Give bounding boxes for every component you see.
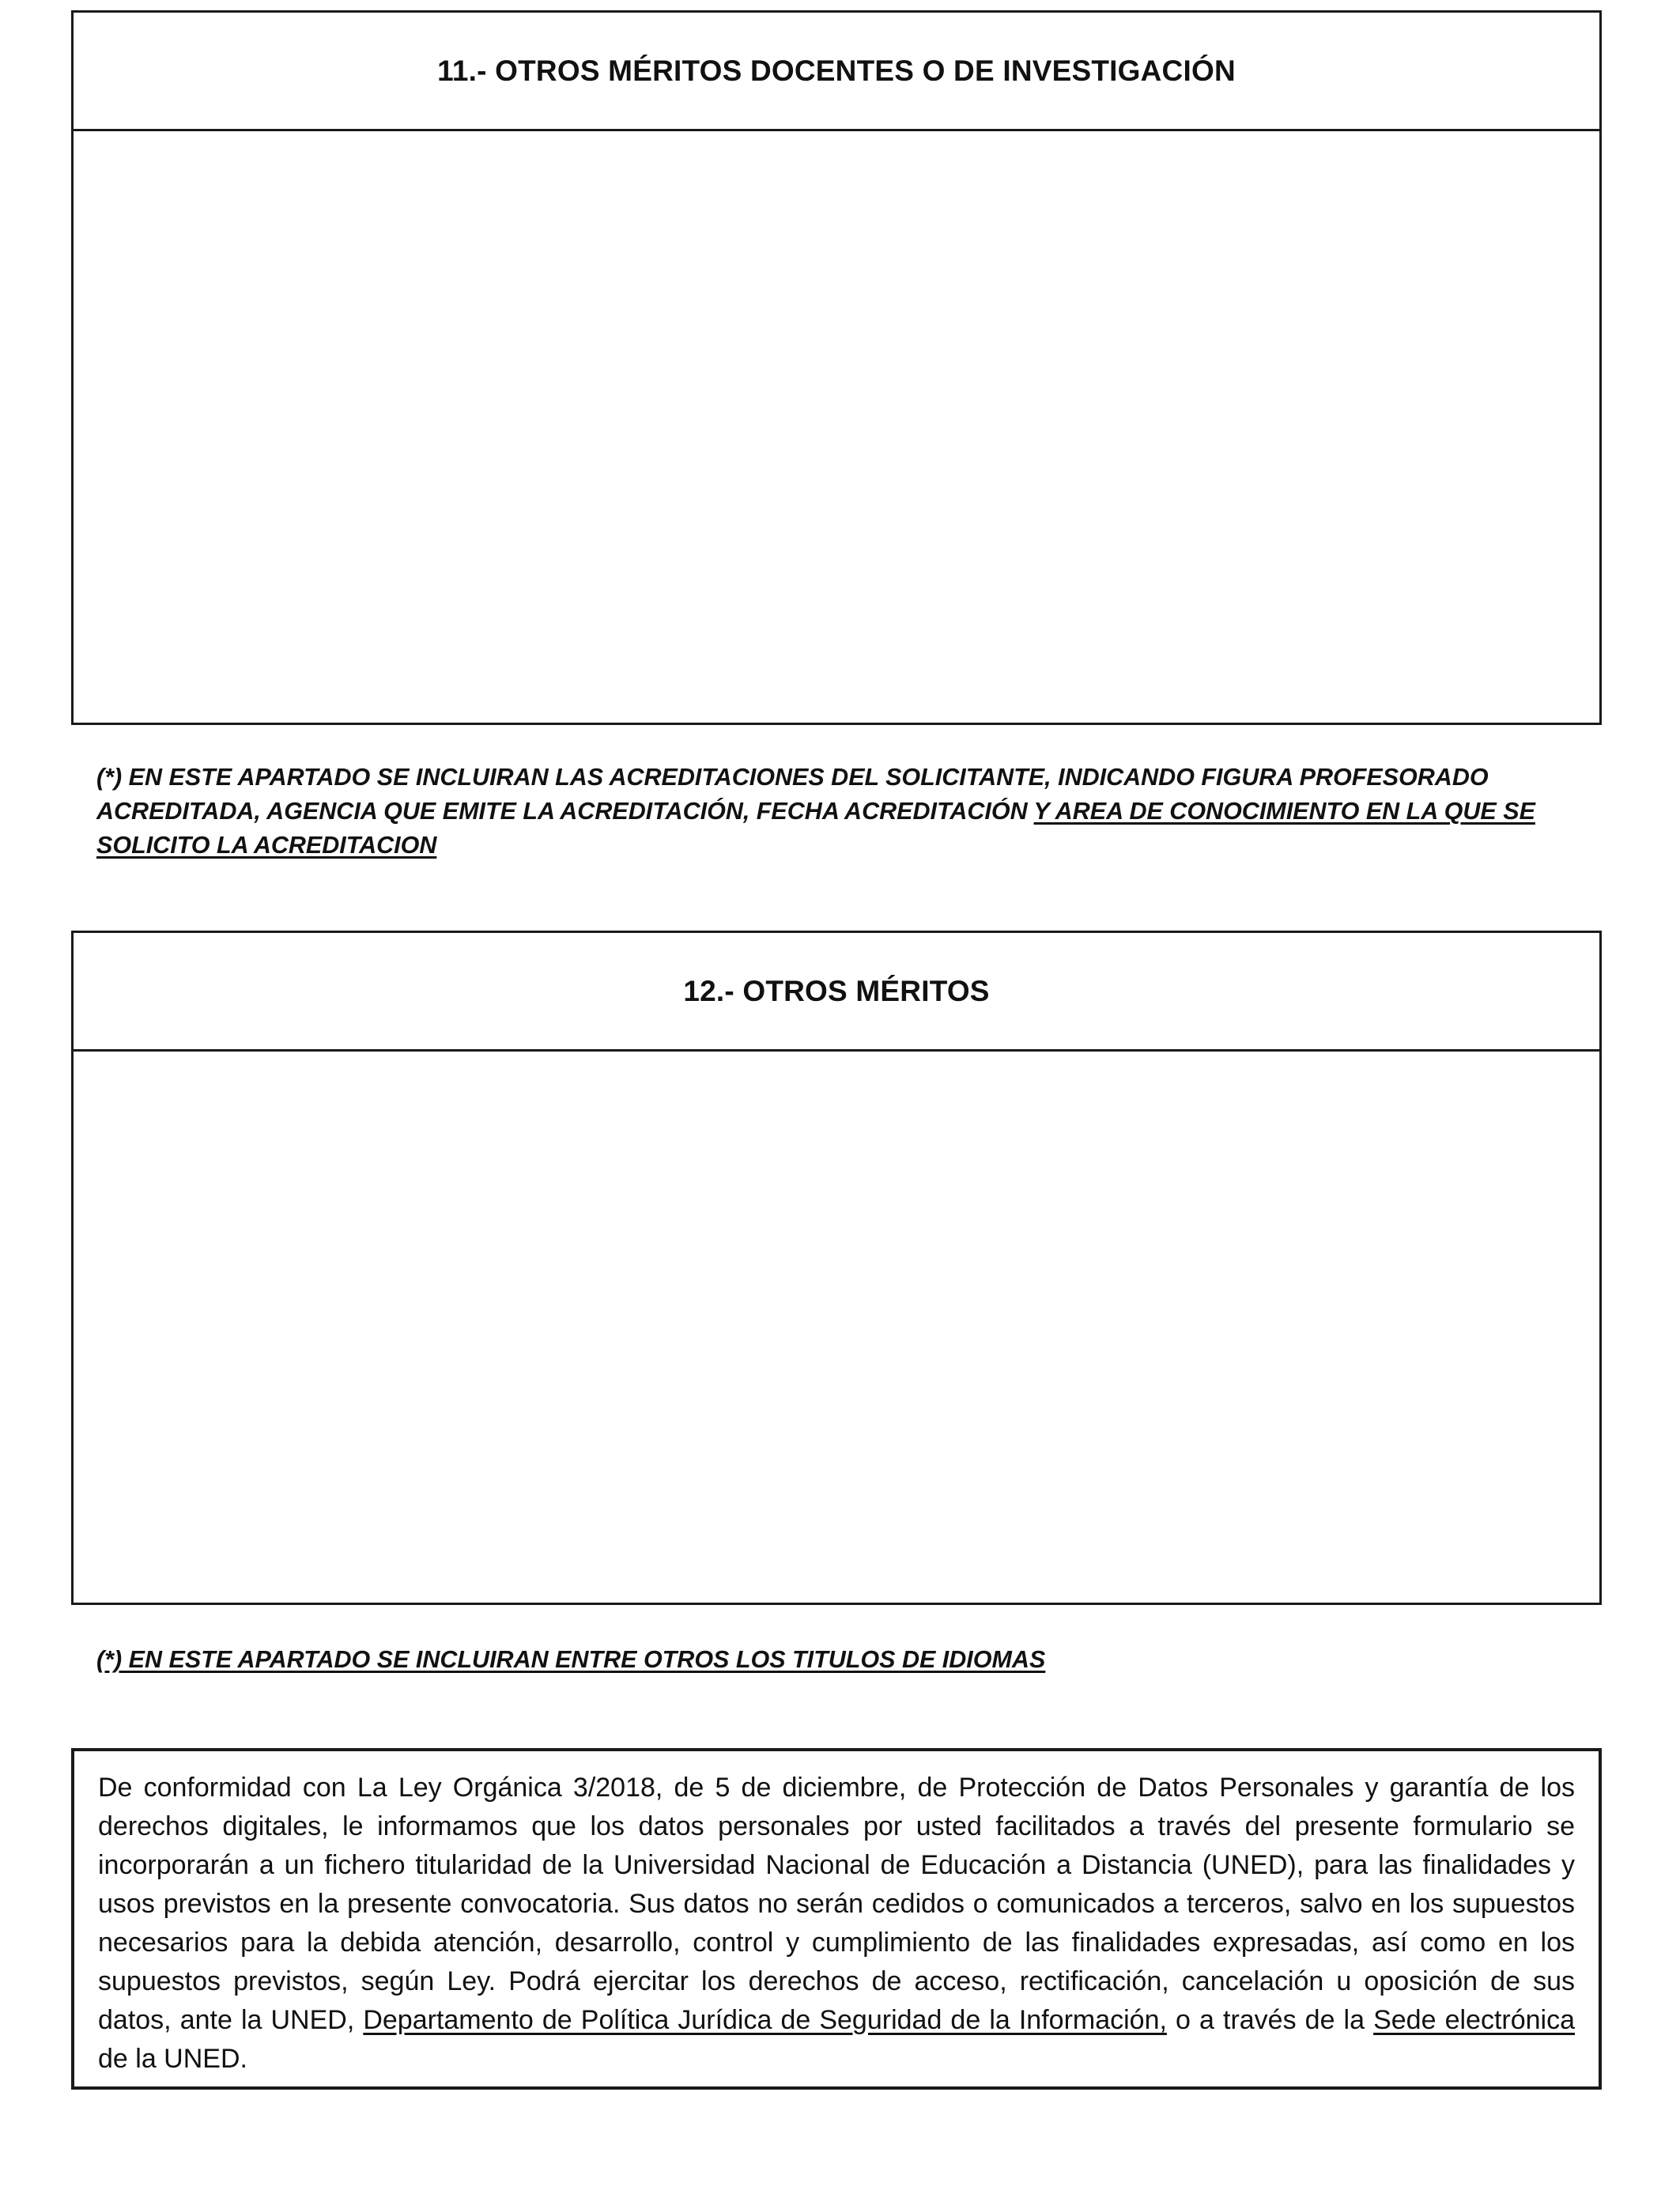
section-11-note-underlined: Y AREA DE CONOCIMIENTO EN LA QUE SE SOLICITO LA ACREDITACION	[96, 798, 1535, 859]
section-12-content-area[interactable]	[74, 1052, 1599, 1603]
privacy-notice-middle: o a través de la	[1166, 2005, 1374, 2035]
department-link[interactable]: Departamento de Política Jurídica de Seguridad de la Información,	[363, 2005, 1167, 2035]
section-11-note-text: (*) EN ESTE APARTADO SE INCLUIRAN LAS ACREDITACIONES DEL SOLICITANTE, INDICANDO FIGURA PROFESORADO ACREDITADA, AGENCIA QUE EMITE LA ACREDITACIÓN, FECHA ACREDITACIÓN	[96, 764, 1489, 825]
section-12-note	[96, 1643, 1599, 1677]
section-11-note	[96, 761, 1599, 863]
section-12-note-text: (*) EN ESTE APARTADO SE INCLUIRAN ENTRE OTROS LOS TITULOS DE IDIOMAS	[96, 1646, 1046, 1673]
section-11-content-area[interactable]	[74, 131, 1599, 723]
section-11-title: 11.- OTROS MÉRITOS DOCENTES O DE INVESTIGACIÓN	[74, 13, 1599, 131]
section-12-title: 12.- OTROS MÉRITOS	[74, 933, 1599, 1052]
privacy-notice-end: de la UNED.	[98, 2044, 247, 2074]
section-12-box	[71, 931, 1602, 1605]
section-11-box	[71, 10, 1602, 725]
privacy-notice-text: De conformidad con La Ley Orgánica 3/2018, de 5 de diciembre, de Protección de Datos Personales y garantía de los derechos digitales, le informamos que los datos personales por usted facilitados a través del presente formulario se incorporarán a un fichero titularidad de la Universidad Nacional de Educación a Distancia (UNED), para las finalidades y usos previstos en la presente convocatoria. Sus datos no serán cedidos o comunicados a terceros, salvo en los supuestos necesarios para la debida atención, desarrollo, control y cumplimiento de las finalidades expresadas, así como en los supuestos previstos, según Ley. Podrá ejercitar los derechos de acceso, rectificación, cancelación u oposición de sus datos, ante la UNED,	[98, 1773, 1575, 2035]
privacy-notice-box	[71, 1748, 1602, 2090]
sede-electronica-link[interactable]: Sede electrónica	[1373, 2005, 1575, 2035]
